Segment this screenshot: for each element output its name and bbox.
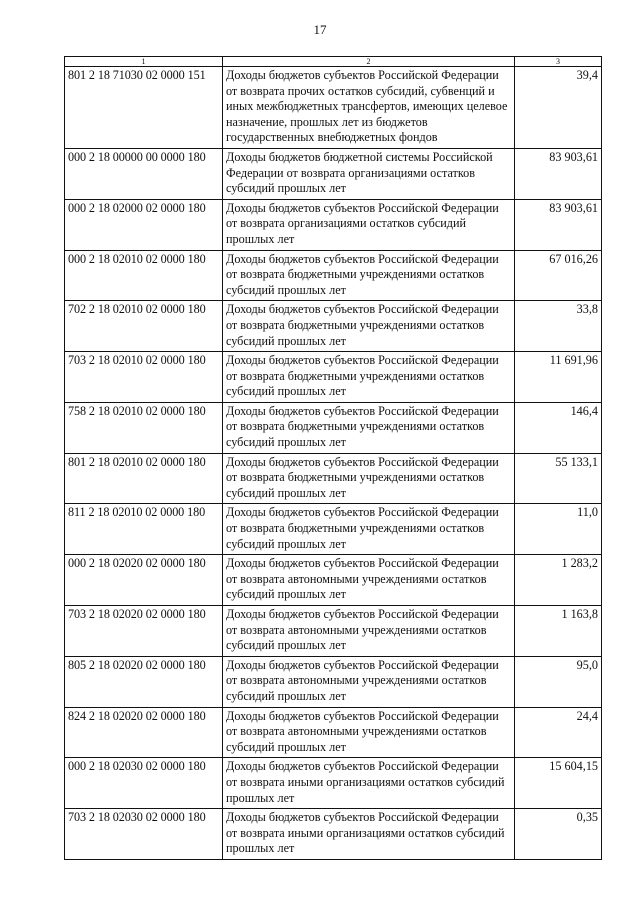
row-name: Доходы бюджетов субъектов Российской Федерации от возврата бюджетными учреждениями остатков субсидий прошлых лет <box>223 402 515 453</box>
row-code: 801 2 18 71030 02 0000 151 <box>65 67 223 149</box>
table-row <box>65 402 602 453</box>
row-name: Доходы бюджетов субъектов Российской Федерации от возврата бюджетными учреждениями остатков субсидий прошлых лет <box>223 301 515 352</box>
table-row <box>65 301 602 352</box>
row-code: 805 2 18 02020 02 0000 180 <box>65 656 223 707</box>
row-name: Доходы бюджетов субъектов Российской Федерации от возврата бюджетными учреждениями остатков субсидий прошлых лет <box>223 504 515 555</box>
table-row <box>65 148 602 199</box>
column-header-code: 1 <box>65 57 223 67</box>
row-name: Доходы бюджетов субъектов Российской Федерации от возврата автономными учреждениями остатков субсидий прошлых лет <box>223 707 515 758</box>
row-amount: 67 016,26 <box>515 250 602 301</box>
row-amount: 1 163,8 <box>515 606 602 657</box>
row-amount: 33,8 <box>515 301 602 352</box>
table-row <box>65 199 602 250</box>
row-amount: 1 283,2 <box>515 555 602 606</box>
table-row <box>65 250 602 301</box>
table-header-row <box>65 57 602 67</box>
table-row <box>65 352 602 403</box>
row-amount: 83 903,61 <box>515 148 602 199</box>
row-amount: 39,4 <box>515 67 602 149</box>
row-code: 702 2 18 02010 02 0000 180 <box>65 301 223 352</box>
row-amount: 55 133,1 <box>515 453 602 504</box>
row-name: Доходы бюджетов субъектов Российской Федерации от возврата организациями остатков субсидий прошлых лет <box>223 199 515 250</box>
table-row <box>65 758 602 809</box>
row-amount: 95,0 <box>515 656 602 707</box>
table-row <box>65 656 602 707</box>
row-code: 703 2 18 02010 02 0000 180 <box>65 352 223 403</box>
row-code: 811 2 18 02010 02 0000 180 <box>65 504 223 555</box>
row-name: Доходы бюджетов субъектов Российской Федерации от возврата автономными учреждениями остатков субсидий прошлых лет <box>223 656 515 707</box>
table-row <box>65 809 602 860</box>
row-code: 801 2 18 02010 02 0000 180 <box>65 453 223 504</box>
revenue-table <box>64 56 602 860</box>
table-row <box>65 453 602 504</box>
table-row <box>65 606 602 657</box>
row-name: Доходы бюджетов субъектов Российской Федерации от возврата иными организациями остатков субсидий прошлых лет <box>223 809 515 860</box>
row-amount: 11,0 <box>515 504 602 555</box>
row-amount: 11 691,96 <box>515 352 602 403</box>
row-code: 703 2 18 02020 02 0000 180 <box>65 606 223 657</box>
row-amount: 0,35 <box>515 809 602 860</box>
row-name: Доходы бюджетов субъектов Российской Федерации от возврата автономными учреждениями остатков субсидий прошлых лет <box>223 555 515 606</box>
column-header-amount: 3 <box>515 57 602 67</box>
row-code: 703 2 18 02030 02 0000 180 <box>65 809 223 860</box>
table-row <box>65 504 602 555</box>
row-code: 000 2 18 00000 00 0000 180 <box>65 148 223 199</box>
row-name: Доходы бюджетов субъектов Российской Федерации от возврата бюджетными учреждениями остатков субсидий прошлых лет <box>223 453 515 504</box>
row-name: Доходы бюджетов субъектов Российской Федерации от возврата автономными учреждениями остатков субсидий прошлых лет <box>223 606 515 657</box>
table-row <box>65 707 602 758</box>
row-amount: 146,4 <box>515 402 602 453</box>
row-name: Доходы бюджетов субъектов Российской Федерации от возврата бюджетными учреждениями остатков субсидий прошлых лет <box>223 250 515 301</box>
row-code: 000 2 18 02020 02 0000 180 <box>65 555 223 606</box>
row-amount: 83 903,61 <box>515 199 602 250</box>
page-number: 17 <box>313 22 327 37</box>
row-code: 000 2 18 02030 02 0000 180 <box>65 758 223 809</box>
table-row <box>65 67 602 149</box>
column-header-name: 2 <box>223 57 515 67</box>
row-code: 000 2 18 02000 02 0000 180 <box>65 199 223 250</box>
row-name: Доходы бюджетов субъектов Российской Федерации от возврата иными организациями остатков субсидий прошлых лет <box>223 758 515 809</box>
row-amount: 24,4 <box>515 707 602 758</box>
row-code: 000 2 18 02010 02 0000 180 <box>65 250 223 301</box>
table-body <box>65 67 602 860</box>
row-code: 824 2 18 02020 02 0000 180 <box>65 707 223 758</box>
row-name: Доходы бюджетов субъектов Российской Федерации от возврата бюджетными учреждениями остатков субсидий прошлых лет <box>223 352 515 403</box>
table-row <box>65 555 602 606</box>
row-amount: 15 604,15 <box>515 758 602 809</box>
row-name: Доходы бюджетов бюджетной системы Российской Федерации от возврата организациями остатков субсидий прошлых лет <box>223 148 515 199</box>
row-name: Доходы бюджетов субъектов Российской Федерации от возврата прочих остатков субсидий, субвенций и иных межбюджетных трансфертов, имеющих целевое назначение, прошлых лет из бюджетов государственных внебюджетных фондов <box>223 67 515 149</box>
row-code: 758 2 18 02010 02 0000 180 <box>65 402 223 453</box>
